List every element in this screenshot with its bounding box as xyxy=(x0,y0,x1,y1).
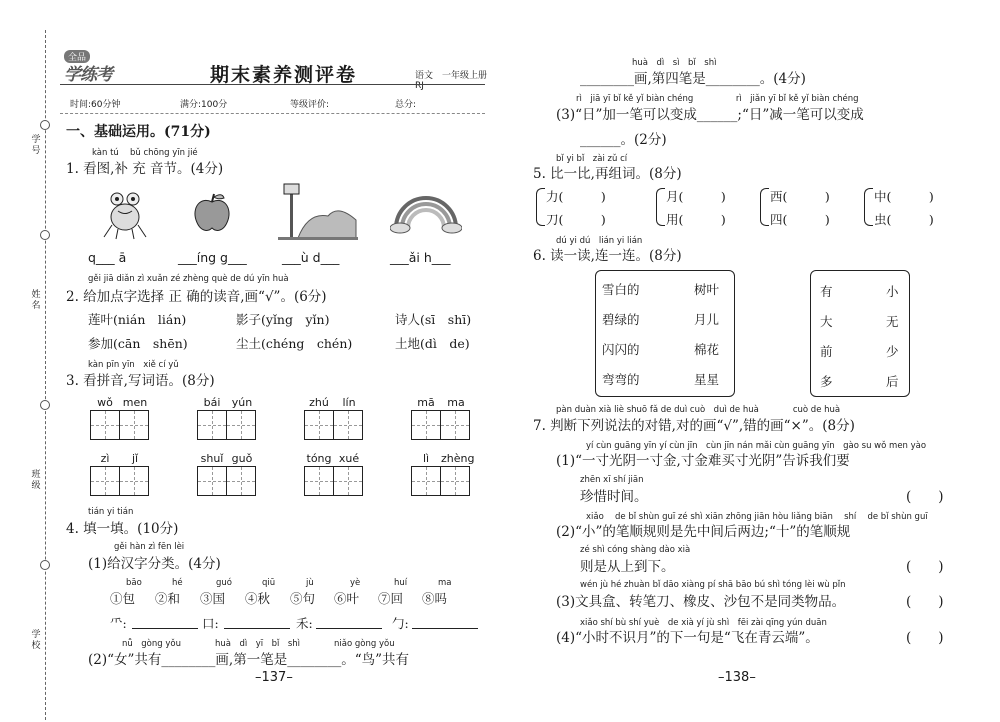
continue-pinyin: huà dì sì bǐ shì xyxy=(632,58,717,68)
radical-label: 勹: xyxy=(392,616,409,631)
pair-word[interactable]: 力( ) xyxy=(546,189,606,204)
q4-3-text: (3)“日”加一笔可以变成______;“日”减一笔可以变成 xyxy=(556,107,864,123)
q7-pinyin: pàn duàn xià liè shuō fǎ de duì cuò duì de huà cuò de huà xyxy=(556,405,841,415)
continue-line: ________画,第四笔是________。(4分) xyxy=(580,71,806,87)
grid-pinyin: yún xyxy=(231,396,253,409)
page-number: –137– xyxy=(255,670,293,685)
q3-pinyin: kàn pīn yīn xiě cí yǔ xyxy=(88,360,179,370)
logo-badge: 全品 xyxy=(64,50,90,63)
char-pinyin: huí xyxy=(394,578,408,588)
judge-box[interactable]: ( ) xyxy=(906,630,944,646)
match-char[interactable]: 小 xyxy=(886,284,899,299)
q7-item-pinyin: xiǎo shí bù shí yuè de xià yí jù shì fēi zài qīng yún duān xyxy=(580,618,827,628)
q6-pinyin: dú yi dú lián yi lián xyxy=(556,236,643,246)
q4-pinyin: tián yi tián xyxy=(88,507,134,517)
char-pinyin: hé xyxy=(172,578,183,588)
page-137 xyxy=(60,0,497,722)
match-word[interactable]: 弯弯的 xyxy=(602,372,640,387)
q2-option[interactable]: 影子(yǐng yǐn) xyxy=(236,312,330,327)
radical-label: ⺥: xyxy=(110,616,127,631)
grid-pinyin: guǒ xyxy=(231,452,253,465)
grid-cell[interactable] xyxy=(226,410,256,440)
q1-answer-4[interactable]: ___ǎi h___ xyxy=(390,250,451,265)
char-item: ⑥叶 xyxy=(334,591,360,606)
char-pinyin: ma xyxy=(438,578,452,588)
match-char[interactable]: 大 xyxy=(820,314,833,329)
side-label-school: 学校 xyxy=(31,630,41,651)
grid-cell[interactable] xyxy=(411,466,441,496)
grid-cell[interactable] xyxy=(440,466,470,496)
q1-answer-3[interactable]: ___ù d___ xyxy=(282,250,340,265)
q1-pinyin: kàn tú bǔ chōng yīn jié xyxy=(92,148,198,158)
q6-text: 6. 读一读,连一连。(8分) xyxy=(533,248,682,264)
match-word[interactable]: 树叶 xyxy=(694,282,720,297)
match-char[interactable]: 有 xyxy=(820,284,833,299)
info-rule xyxy=(60,113,485,114)
match-word[interactable]: 闪闪的 xyxy=(602,342,640,357)
time-info: 时间:60分钟 xyxy=(70,100,121,110)
grid-pinyin: mā xyxy=(417,396,435,409)
q7-item: (2)“小”的笔顺规则是先中间后两边;“十”的笔顺规 xyxy=(556,524,851,540)
char-item: ⑦回 xyxy=(378,591,404,606)
q7-item: (3)文具盒、转笔刀、橡皮、沙包不是同类物品。 xyxy=(556,594,846,610)
char-pinyin: jù xyxy=(306,578,314,588)
pair-word[interactable]: 四( ) xyxy=(770,212,830,227)
page-138 xyxy=(520,0,980,722)
match-char[interactable]: 后 xyxy=(886,374,899,389)
punch-hole xyxy=(40,560,50,570)
pair-word[interactable]: 用( ) xyxy=(666,212,726,227)
side-label-class: 班级 xyxy=(31,470,41,491)
grid-cell[interactable] xyxy=(197,410,227,440)
grid-pinyin: jǐ xyxy=(131,452,139,465)
radical-label: 口: xyxy=(202,616,219,631)
grid-cell[interactable] xyxy=(90,466,120,496)
q2-option[interactable]: 土地(dì de) xyxy=(395,336,470,351)
match-word[interactable]: 雪白的 xyxy=(602,282,640,297)
char-item: ①包 xyxy=(110,591,136,606)
q2-text: 2. 给加点字选择 正 确的读音,画“√”。(6分) xyxy=(66,289,327,305)
match-char[interactable]: 少 xyxy=(886,344,899,359)
grid-cell[interactable] xyxy=(333,410,363,440)
grid-cell[interactable] xyxy=(440,410,470,440)
q4-2-text: (2)“女”共有________画,第一笔是________。“鸟”共有 xyxy=(88,652,410,668)
grid-pinyin: bái xyxy=(203,396,221,409)
grid-pinyin: zhú xyxy=(309,396,329,409)
pair-brace xyxy=(656,188,665,226)
q3-text: 3. 看拼音,写词语。(8分) xyxy=(66,373,215,389)
grid-pinyin: lì xyxy=(422,452,430,465)
radical-label: 禾: xyxy=(296,616,313,631)
pair-word[interactable]: 刀( ) xyxy=(546,212,606,227)
pair-brace xyxy=(760,188,769,226)
q1-text: 1. 看图,补 充 音节。(4分) xyxy=(66,161,224,177)
grid-pinyin: shuǐ xyxy=(200,452,224,465)
grid-cell[interactable] xyxy=(119,410,149,440)
match-word[interactable]: 月儿 xyxy=(694,312,720,327)
grid-pinyin: ma xyxy=(447,396,465,409)
grid-pinyin: zì xyxy=(100,452,110,465)
char-item: ②和 xyxy=(155,591,181,606)
judge-box[interactable]: ( ) xyxy=(906,489,944,505)
q1-answer-1[interactable]: q___ ā xyxy=(88,250,127,265)
q2-option[interactable]: 诗人(sī shī) xyxy=(395,312,472,327)
brand-logo xyxy=(64,50,126,85)
char-item: ③国 xyxy=(200,591,226,606)
match-word[interactable]: 星星 xyxy=(694,372,720,387)
side-label-name: 姓名 xyxy=(31,290,41,311)
q7-item-cont: 珍惜时间。 xyxy=(580,489,648,505)
grid-cell[interactable] xyxy=(333,466,363,496)
char-pinyin: yè xyxy=(350,578,361,588)
grid-pinyin: zhèng xyxy=(441,452,475,465)
grid-cell[interactable] xyxy=(90,410,120,440)
q4-1-pinyin: gěi hàn zì fēn lèi xyxy=(114,542,185,552)
pair-word[interactable]: 中( ) xyxy=(874,189,934,204)
grid-cell[interactable] xyxy=(226,466,256,496)
grid-cell[interactable] xyxy=(304,410,334,440)
pair-word[interactable]: 虫( ) xyxy=(874,212,934,227)
radical-blank[interactable] xyxy=(316,628,382,629)
binding-strip xyxy=(0,0,55,722)
subject-info: 语文 一年级上册 RJ xyxy=(415,71,497,91)
char-item: ⑧吗 xyxy=(422,591,448,606)
pair-word[interactable]: 西( ) xyxy=(770,189,830,204)
exam-title: 期末素养测评卷 xyxy=(210,64,358,86)
match-word[interactable]: 碧绿的 xyxy=(602,312,640,327)
q4-text: 4. 填一填。(10分) xyxy=(66,521,179,537)
judge-box[interactable]: ( ) xyxy=(906,594,944,610)
punch-hole xyxy=(40,120,50,130)
rainbow-icon xyxy=(390,188,462,234)
match-char[interactable]: 前 xyxy=(820,344,833,359)
q7-item-pinyin: xiǎo de bǐ shùn guī zé shì xiān zhōng jiān hòu liǎng biān shí de bǐ shùn guī xyxy=(586,512,928,522)
match-char[interactable]: 无 xyxy=(886,314,899,329)
q4-3-pinyin: rì jiā yī bǐ kě yǐ biàn chéng rì jiǎn yī bǐ kě yǐ biàn chéng xyxy=(576,94,859,104)
pair-brace xyxy=(864,188,873,226)
section-heading: 一、基础运用。(71分) xyxy=(66,124,211,140)
q7-item-pinyin: zé shì cóng shàng dào xià xyxy=(580,545,691,555)
binding-line xyxy=(45,30,46,720)
q5-text: 5. 比一比,再组词。(8分) xyxy=(533,166,682,182)
q7-item-pinyin: yí cùn guāng yīn yí cùn jīn cùn jīn nán mǎi cùn guāng yīn gào su wǒ men yào xyxy=(586,441,927,451)
q4-2-pinyin: nǚ gòng yǒu huà dì yī bǐ shì niǎo gòng yǒu xyxy=(122,639,395,649)
frog-icon xyxy=(100,185,150,240)
score-info: 满分:100分 xyxy=(180,100,228,110)
grid-cell[interactable] xyxy=(119,466,149,496)
q2-option[interactable]: 莲叶(nián lián) xyxy=(88,312,187,327)
q7-item: (4)“小时不识月”的下一句是“飞在青云端”。 xyxy=(556,630,819,646)
char-item: ⑤句 xyxy=(290,591,316,606)
radical-blank[interactable] xyxy=(132,628,198,629)
grade-info: 等级评价: xyxy=(290,100,330,110)
char-pinyin: qiū xyxy=(262,578,276,588)
grid-pinyin: men xyxy=(122,396,148,409)
grid-pinyin: wǒ xyxy=(97,396,113,409)
char-item: ④秋 xyxy=(245,591,271,606)
radical-blank[interactable] xyxy=(412,628,478,629)
streetlamp-icon xyxy=(278,182,358,242)
q4-1-text: (1)给汉字分类。(4分) xyxy=(88,556,221,572)
side-label-id: 学号 xyxy=(31,135,41,156)
grid-pinyin: tóng xyxy=(306,452,332,465)
q7-text: 7. 判断下列说法的对错,对的画“√”,错的画“×”。(8分) xyxy=(533,418,855,434)
header-rule xyxy=(60,84,485,85)
q2-option[interactable]: 参加(cān shēn) xyxy=(88,336,188,351)
grid-pinyin: lín xyxy=(342,396,356,409)
char-pinyin: guó xyxy=(216,578,232,588)
apple-icon xyxy=(192,192,232,234)
grid-cell[interactable] xyxy=(411,410,441,440)
logo-text: 学练考 xyxy=(64,65,112,85)
q7-item-pinyin: wén jù hé zhuàn bǐ dāo xiàng pí shā bāo bú shì tóng lèi wù pǐn xyxy=(580,580,846,590)
match-word[interactable]: 棉花 xyxy=(694,342,720,357)
page-number: –138– xyxy=(718,670,756,685)
q4-3-text-cont: ______。(2分) xyxy=(580,132,667,148)
punch-hole xyxy=(40,230,50,240)
total-info: 总分: xyxy=(395,100,417,110)
pair-word[interactable]: 月( ) xyxy=(666,189,726,204)
pair-brace xyxy=(536,188,545,226)
char-pinyin: bāo xyxy=(126,578,142,588)
q1-answer-2[interactable]: ___íng g___ xyxy=(178,250,247,265)
grid-cell[interactable] xyxy=(304,466,334,496)
q7-item-cont: 则是从上到下。 xyxy=(580,559,675,575)
q7-item-pinyin: zhēn xī shí jiān xyxy=(580,475,644,485)
q7-item: (1)“一寸光阴一寸金,寸金难买寸光阴”告诉我们要 xyxy=(556,453,850,469)
q2-pinyin: gěi jiā diǎn zì xuǎn zé zhèng què de dú yīn huà xyxy=(88,274,289,284)
grid-pinyin: xué xyxy=(338,452,360,465)
match-char[interactable]: 多 xyxy=(820,374,833,389)
judge-box[interactable]: ( ) xyxy=(906,559,944,575)
punch-hole xyxy=(40,400,50,410)
radical-blank[interactable] xyxy=(224,628,290,629)
q2-option[interactable]: 尘土(chéng chén) xyxy=(236,336,353,351)
grid-cell[interactable] xyxy=(197,466,227,496)
q5-pinyin: bǐ yi bǐ zài zǔ cí xyxy=(556,154,628,164)
